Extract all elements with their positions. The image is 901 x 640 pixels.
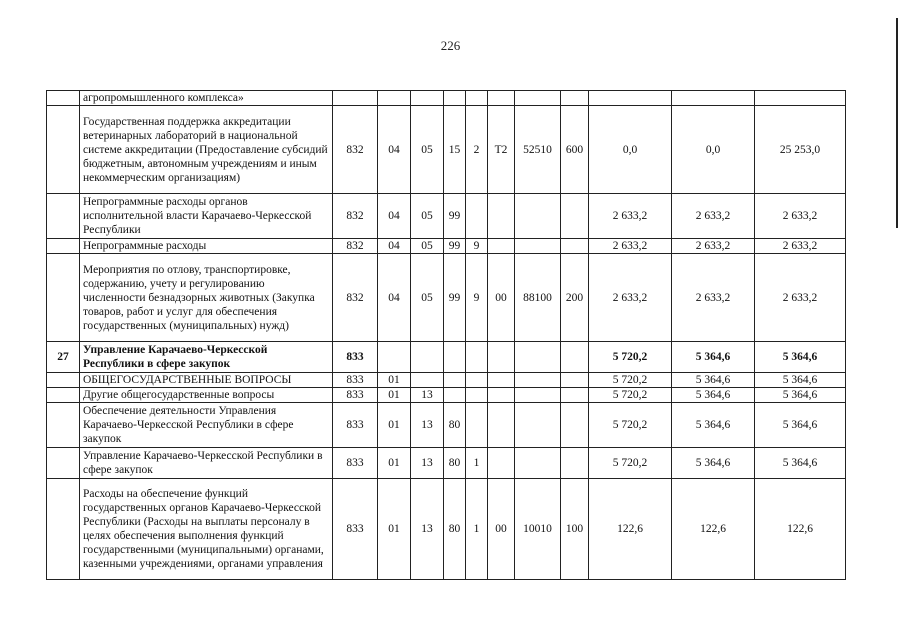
code-subprogram: 9 <box>466 254 488 342</box>
table-row <box>47 388 846 403</box>
amount-year-1: 5 720,2 <box>589 403 672 448</box>
code-ministry: 832 <box>333 254 378 342</box>
code-activity <box>488 239 515 254</box>
amount-year-3: 2 633,2 <box>755 254 846 342</box>
code-section: 04 <box>378 239 411 254</box>
amount-year-1: 5 720,2 <box>589 448 672 479</box>
code-section: 01 <box>378 448 411 479</box>
code-subsection: 13 <box>411 403 444 448</box>
code-ministry: 833 <box>333 479 378 580</box>
amount-year-1: 5 720,2 <box>589 388 672 403</box>
table-row <box>47 106 846 194</box>
row-number <box>47 239 80 254</box>
code-subprogram: 2 <box>466 106 488 194</box>
table-row <box>47 479 846 580</box>
code-program: 99 <box>444 239 466 254</box>
code-program: 15 <box>444 106 466 194</box>
table-row <box>47 239 846 254</box>
row-number <box>47 479 80 580</box>
code-section <box>378 91 411 106</box>
amount-year-3: 5 364,6 <box>755 373 846 388</box>
code-direction: 88100 <box>515 254 561 342</box>
code-expense-type <box>561 388 589 403</box>
code-activity <box>488 448 515 479</box>
code-direction <box>515 373 561 388</box>
code-direction <box>515 403 561 448</box>
table-row <box>47 91 846 106</box>
code-ministry: 833 <box>333 448 378 479</box>
row-number <box>47 373 80 388</box>
code-activity <box>488 342 515 373</box>
code-subprogram <box>466 342 488 373</box>
code-expense-type <box>561 194 589 239</box>
code-subsection: 13 <box>411 388 444 403</box>
code-direction: 10010 <box>515 479 561 580</box>
code-activity <box>488 91 515 106</box>
code-program <box>444 342 466 373</box>
code-ministry: 833 <box>333 373 378 388</box>
code-direction <box>515 239 561 254</box>
amount-year-2: 2 633,2 <box>672 254 755 342</box>
code-subsection <box>411 91 444 106</box>
amount-year-1: 0,0 <box>589 106 672 194</box>
code-direction <box>515 388 561 403</box>
code-program: 80 <box>444 479 466 580</box>
code-direction <box>515 342 561 373</box>
row-number <box>47 403 80 448</box>
row-number <box>47 106 80 194</box>
code-expense-type: 200 <box>561 254 589 342</box>
code-subprogram: 9 <box>466 239 488 254</box>
code-expense-type: 100 <box>561 479 589 580</box>
code-subsection: 05 <box>411 239 444 254</box>
code-program: 99 <box>444 254 466 342</box>
amount-year-3: 5 364,6 <box>755 403 846 448</box>
row-name: Государственная поддержка аккредитации ветеринарных лабораторий в национальной системе аккредитации (Предоставление субсидий бюджетным, автономным учреждениям и иным некоммерческим организациям) <box>80 106 333 194</box>
amount-year-3: 122,6 <box>755 479 846 580</box>
amount-year-1: 5 720,2 <box>589 342 672 373</box>
code-expense-type: 600 <box>561 106 589 194</box>
row-name: Другие общегосударственные вопросы <box>80 388 333 403</box>
table-row <box>47 373 846 388</box>
row-number <box>47 254 80 342</box>
amount-year-3: 25 253,0 <box>755 106 846 194</box>
amount-year-2: 5 364,6 <box>672 373 755 388</box>
amount-year-3: 2 633,2 <box>755 239 846 254</box>
code-direction <box>515 91 561 106</box>
row-name: Мероприятия по отлову, транспортировке, содержанию, учету и регулированию численности безнадзорных животных (Закупка товаров, работ и услуг для обеспечения государственных (муниципальных) нужд) <box>80 254 333 342</box>
code-expense-type <box>561 373 589 388</box>
code-section: 01 <box>378 403 411 448</box>
code-direction <box>515 448 561 479</box>
code-ministry: 832 <box>333 239 378 254</box>
table-row <box>47 254 846 342</box>
amount-year-1: 5 720,2 <box>589 373 672 388</box>
code-expense-type <box>561 448 589 479</box>
amount-year-2: 2 633,2 <box>672 194 755 239</box>
code-program: 80 <box>444 448 466 479</box>
amount-year-3: 5 364,6 <box>755 448 846 479</box>
code-ministry <box>333 91 378 106</box>
code-subsection <box>411 373 444 388</box>
code-subprogram: 1 <box>466 448 488 479</box>
code-section: 04 <box>378 254 411 342</box>
table-row <box>47 194 846 239</box>
code-direction: 52510 <box>515 106 561 194</box>
amount-year-1: 122,6 <box>589 479 672 580</box>
page-number: 226 <box>440 38 461 53</box>
code-section <box>378 342 411 373</box>
code-subprogram <box>466 403 488 448</box>
row-name: Управление Карачаево-Черкесской Республики в сфере закупок <box>80 342 333 373</box>
code-subsection: 05 <box>411 106 444 194</box>
code-activity: 00 <box>488 254 515 342</box>
amount-year-3 <box>755 91 846 106</box>
amount-year-2 <box>672 91 755 106</box>
amount-year-2: 5 364,6 <box>672 388 755 403</box>
code-ministry: 832 <box>333 194 378 239</box>
code-ministry: 832 <box>333 106 378 194</box>
code-subsection: 05 <box>411 194 444 239</box>
code-program: 80 <box>444 403 466 448</box>
amount-year-2: 5 364,6 <box>672 342 755 373</box>
code-subprogram <box>466 194 488 239</box>
amount-year-2: 5 364,6 <box>672 403 755 448</box>
table-row <box>47 448 846 479</box>
row-number <box>47 91 80 106</box>
code-subprogram: 1 <box>466 479 488 580</box>
row-name: агропромышленного комплекса» <box>80 91 333 106</box>
amount-year-2: 0,0 <box>672 106 755 194</box>
amount-year-2: 5 364,6 <box>672 448 755 479</box>
amount-year-3: 5 364,6 <box>755 388 846 403</box>
amount-year-1: 2 633,2 <box>589 194 672 239</box>
code-activity: 00 <box>488 479 515 580</box>
row-name: Управление Карачаево-Черкесской Республики в сфере закупок <box>80 448 333 479</box>
code-activity: Т2 <box>488 106 515 194</box>
code-program <box>444 91 466 106</box>
amount-year-1 <box>589 91 672 106</box>
table-row <box>47 403 846 448</box>
amount-year-1: 2 633,2 <box>589 239 672 254</box>
code-section: 01 <box>378 388 411 403</box>
code-expense-type <box>561 91 589 106</box>
table-row <box>47 342 846 373</box>
row-number <box>47 448 80 479</box>
code-ministry: 833 <box>333 388 378 403</box>
code-expense-type <box>561 403 589 448</box>
amount-year-2: 122,6 <box>672 479 755 580</box>
row-name: Непрограммные расходы <box>80 239 333 254</box>
row-number <box>47 388 80 403</box>
code-subsection: 05 <box>411 254 444 342</box>
code-activity <box>488 388 515 403</box>
code-subprogram <box>466 91 488 106</box>
amount-year-2: 2 633,2 <box>672 239 755 254</box>
code-program <box>444 388 466 403</box>
row-number <box>47 194 80 239</box>
code-section: 04 <box>378 106 411 194</box>
code-activity <box>488 194 515 239</box>
row-number: 27 <box>47 342 80 373</box>
code-expense-type <box>561 342 589 373</box>
row-name: Обеспечение деятельности Управления Карачаево-Черкесской Республики в сфере закупок <box>80 403 333 448</box>
amount-year-3: 2 633,2 <box>755 194 846 239</box>
code-ministry: 833 <box>333 403 378 448</box>
code-direction <box>515 194 561 239</box>
code-activity <box>488 373 515 388</box>
code-subsection: 13 <box>411 448 444 479</box>
budget-table <box>46 90 846 580</box>
code-activity <box>488 403 515 448</box>
scan-edge-mark <box>896 18 898 228</box>
code-program <box>444 373 466 388</box>
amount-year-1: 2 633,2 <box>589 254 672 342</box>
code-section: 04 <box>378 194 411 239</box>
amount-year-3: 5 364,6 <box>755 342 846 373</box>
row-name: Расходы на обеспечение функций государственных органов Карачаево-Черкесской Республики (Расходы на выплаты персоналу в целях обеспечения выполнения функций государственными (муниципальными) органами, казенными учреждениями, органами управления <box>80 479 333 580</box>
code-section: 01 <box>378 373 411 388</box>
code-subsection <box>411 342 444 373</box>
code-subprogram <box>466 388 488 403</box>
code-subprogram <box>466 373 488 388</box>
row-name: ОБЩЕГОСУДАРСТВЕННЫЕ ВОПРОСЫ <box>80 373 333 388</box>
row-name: Непрограммные расходы органов исполнительной власти Карачаево-Черкесской Республики <box>80 194 333 239</box>
code-section: 01 <box>378 479 411 580</box>
code-subsection: 13 <box>411 479 444 580</box>
code-expense-type <box>561 239 589 254</box>
code-ministry: 833 <box>333 342 378 373</box>
code-program: 99 <box>444 194 466 239</box>
